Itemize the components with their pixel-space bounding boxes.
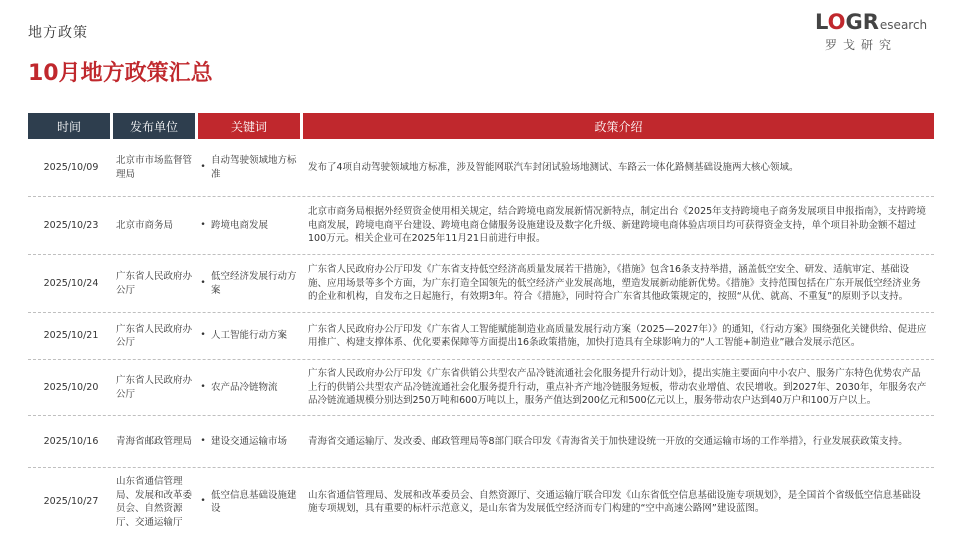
row-keyword: 农产品冷链物流 [211,381,278,393]
bullet-icon: • [200,277,206,288]
row-unit: 广东省人民政府办公厅 [116,323,193,348]
row-keyword: 跨境电商发展 [211,219,269,231]
page-title: 10月地方政策汇总 [28,61,213,86]
row-keyword: 自动驾驶领域地方标准 [211,155,297,180]
bullet-icon: • [200,381,206,392]
row-date: 2025/10/27 [43,496,99,508]
section-label: 地方政策 [28,25,88,41]
row-unit: 广东省人民政府办公厅 [116,271,193,296]
logo-letters-gr: GR [845,10,879,34]
row-keyword: 建设交通运输市场 [211,435,288,447]
table-row [28,416,934,468]
row-date: 2025/10/20 [43,381,99,393]
header-description: 政策介绍 [303,113,934,139]
row-keyword: 低空信息基础设施建设 [211,489,297,514]
table-row [28,255,934,313]
table-header [28,113,934,139]
row-unit: 广东省人民政府办公厅 [116,375,193,400]
row-description: 广东省人民政府办公厅印发《广东省供销公共型农产品冷链流通社会化服务提升行动计划》，提出实施主要面向中小农户、服务广东特色优势农产品上行的供销公共型农产品冷链流通社会化服务提升行动，重点补齐产地冷链服务短板，带动农业增值、农民增收。到2027年、2030年，年服务农产品冷链流通规模分别达到250万吨和600万吨以上，服务产值达到200亿元和500亿元以上，服务带动农户达到40万户和100万户以上。 [308,368,927,407]
table-row [28,360,934,416]
table-row [28,468,934,536]
row-description: 山东省通信管理局、发展和改革委员会、自然资源厅、交通运输厅联合印发《山东省低空信息基础设施专项规划》，是全国首个省级低空信息基础设施专项规划，具有重要的标杆示范意义，是山东省为发展低空经济而专门构建的“空中高速公路网”建设蓝图。 [308,489,921,514]
row-description: 发布了4项自动驾驶领域地方标准，涉及智能网联汽车封闭试验场地测试、车路云一体化路侧基础设施两大核心领域。 [308,161,799,173]
bullet-icon: • [200,219,206,230]
row-description: 青海省交通运输厅、发改委、邮政管理局等8部门联合印发《青海省关于加快建设统一开放的交通运输市场的工作举措》，行业发展获政策支持。 [308,435,908,447]
row-unit: 山东省通信管理局、发展和改革委员会、自然资源厅、交通运输厅 [116,476,193,528]
logo [815,10,935,60]
bullet-icon: • [200,496,206,507]
header-unit: 发布单位 [113,113,195,139]
logo-letter-o: O [827,10,846,34]
logo-research: esearch [879,18,928,32]
header-date: 时间 [28,113,110,139]
row-description: 北京市商务局根据外经贸资金使用相关规定，结合跨境电商发展新情况新特点，制定出台《2025年支持跨境电子商务发展项目申报指南》，支持跨境电商发展，跨境电商平台建设、跨境电商仓储服务设施建设及数字化升级、新建跨境电商体验店项目均可获得资金支持，单个项目补助金额不超过100万元。相关企业可在2025年11月21日前进行申报。 [308,206,926,245]
row-description: 广东省人民政府办公厅印发《广东省支持低空经济高质量发展若干措施》，《措施》包含16条支持举措，涵盖低空安全、研发、适航审定、基础设施、应用场景等多个方面，为广东打造全国领先的低空经济产业发展高地，塑造发展新动能新优势。《措施》支持范围包括在广东开展低空经济业务的企业和机构，自发布之日起施行，有效期3年。符合《措施》，同时符合广东省其他政策规定的，按照“从优、就高、不重复”的原则予以支持。 [308,264,921,303]
row-date: 2025/10/16 [43,435,99,447]
row-keyword: 低空经济发展行动方案 [211,271,297,296]
row-unit: 青海省邮政管理局 [116,435,193,447]
policy-table [28,113,934,536]
table-row [28,139,934,197]
bullet-icon: • [200,435,206,446]
bullet-icon: • [200,161,206,172]
row-keyword: 人工智能行动方案 [211,330,288,342]
header-keyword: 关键词 [198,113,300,139]
logo-mark [815,10,935,34]
row-date: 2025/10/21 [43,330,99,342]
row-date: 2025/10/09 [43,161,99,173]
row-date: 2025/10/23 [43,219,99,231]
row-unit: 北京市市场监督管理局 [116,155,193,180]
row-description: 广东省人民政府办公厅印发《广东省人工智能赋能制造业高质量发展行动方案（2025—2027年）》的通知，《行动方案》围绕强化关键供给、促进应用推广、构建支撑体系、优化要素保障等方面提出16条政策措施，加快打造具有全球影响力的“人工智能+制造业”融合发展示范区。 [308,323,927,348]
logo-letter-l: L [815,10,828,34]
logo-chinese-name: 罗戈研究 [825,38,898,52]
row-unit: 北京市商务局 [116,219,174,231]
bullet-icon: • [200,330,206,341]
table-row [28,197,934,255]
row-date: 2025/10/24 [43,277,99,289]
table-row [28,313,934,360]
